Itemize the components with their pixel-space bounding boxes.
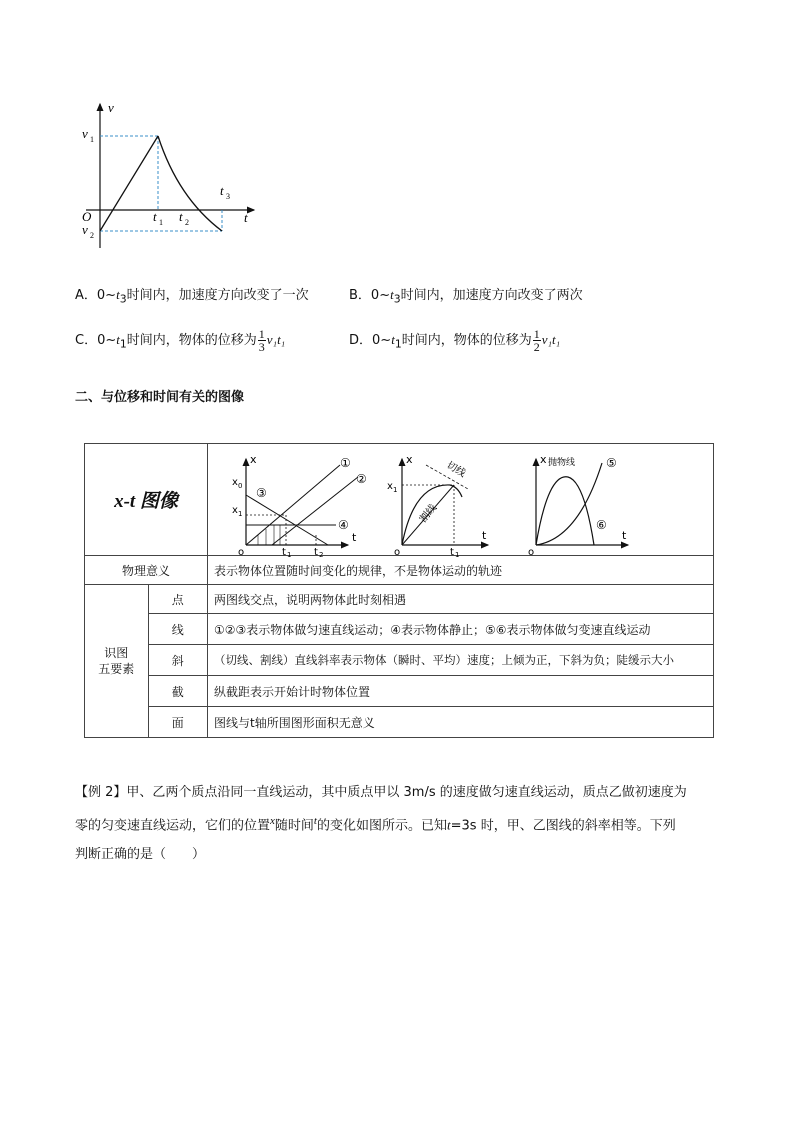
fig1-t1-sub: 1: [287, 550, 292, 559]
fig2-t1-sub: 1: [455, 550, 460, 559]
v-axis-label: v: [108, 100, 114, 115]
v1-label: v: [82, 126, 88, 141]
xt-figure-lines: [228, 452, 368, 559]
fig1-circle-4: ④: [338, 517, 349, 532]
velocity-curve-fall: [158, 136, 222, 231]
fig2-secant-label: 割线: [417, 502, 440, 525]
fig2-x1: x: [387, 480, 393, 492]
row-text-point: 两图线交点，说明两物体此时刻相遇: [208, 585, 714, 614]
fig1-x0: x: [232, 476, 238, 488]
fig3-t-label: t: [622, 528, 627, 542]
example-line-2: 零的匀变速直线运动，它们的位置$^x$随时间$^t$的变化如图所示。已知t=3s 时，甲、乙图线的斜率相等。下列: [75, 815, 676, 834]
fig1-circle-2: ②: [356, 471, 367, 486]
fig1-t1: t: [282, 546, 286, 558]
fig1-t2: t: [314, 546, 318, 558]
row-key-line: 线: [148, 614, 207, 645]
fig1-t-label: t: [352, 530, 357, 544]
line-2: [272, 477, 358, 545]
option-a[interactable]: A．$0\sim t_3$时间内，加速度方向改变了一次: [75, 287, 309, 306]
xt-figure-parabola: [518, 452, 638, 558]
row-text-area: 图线与t轴所围图形面积无意义: [208, 707, 714, 738]
line-1: [246, 465, 340, 545]
t1-label: t: [153, 209, 157, 224]
fig2-origin: o: [394, 546, 401, 558]
xt-summary-table: [84, 443, 714, 738]
fig3-parabola-label: 抛物线: [548, 457, 576, 468]
t2-sub: 2: [185, 218, 189, 227]
row-text-line: ①②③表示物体做匀速直线运动；④表示物体静止；⑤⑥表示物体做匀变速直线运动: [208, 614, 714, 645]
figures-cell: [208, 444, 714, 559]
row-key-area: 面: [148, 707, 207, 738]
option-b[interactable]: B．$0\sim t_3$时间内，加速度方向改变了两次: [349, 287, 583, 306]
row-text-slope: （切线、割线）直线斜率表示物体（瞬时、平均）速度；上倾为正，下斜为负；陡缓示大小: [208, 645, 714, 676]
v1-sub: 1: [90, 135, 94, 144]
example-2: [75, 778, 725, 869]
origin-label: O: [82, 209, 92, 224]
fig2-t1: t: [450, 546, 454, 558]
t3-label: t: [220, 183, 224, 198]
fig1-t2-sub: 2: [319, 550, 324, 559]
fig1-x-label: x: [250, 452, 257, 466]
example-line-3: 判断正确的是（ ）: [75, 847, 206, 863]
meaning-text: 表示物体位置随时间变化的规律，不是物体运动的轨迹: [208, 556, 714, 585]
v2-label: v: [82, 222, 88, 237]
option-c[interactable]: C．$0\sim t_1$时间内，物体的位移为 $\frac{1}{3}$ v₁t₁: [75, 327, 286, 354]
vt-graph: [78, 98, 268, 248]
row-text-intercept: 纵截距表示开始计时物体位置: [208, 676, 714, 707]
table-header: x-t 图像: [85, 444, 208, 556]
fig3-origin: o: [528, 546, 535, 558]
option-d[interactable]: D．$0\sim t_1$时间内，物体的位移为 $\frac{1}{2}$ v₁t₁: [349, 327, 561, 354]
fig1-x1: x: [232, 504, 238, 516]
t2-label: t: [179, 209, 183, 224]
v2-sub: 2: [90, 231, 94, 240]
fig1-origin: o: [238, 546, 245, 558]
row-key-slope: 斜: [148, 645, 207, 676]
t1-sub: 1: [159, 218, 163, 227]
fig1-x0-sub: 0: [238, 481, 243, 490]
row-key-point: 点: [148, 585, 207, 614]
velocity-line-rise: [100, 136, 158, 231]
fraction-one-third: $\frac{1}{3}$: [258, 327, 265, 354]
fig1-circle-3: ③: [256, 485, 267, 500]
fig2-x1-sub: 1: [393, 485, 398, 494]
fig3-x-label: x: [540, 452, 547, 466]
xt-figure-tangent: [384, 452, 494, 559]
fig2-tangent-label: 切线: [444, 459, 468, 480]
t-axis-label: t: [244, 210, 248, 225]
example-line-1: 【例 2】甲、乙两个质点沿同一直线运动，其中质点甲以 3m/s 的速度做匀速直线运动，质点乙做初速度为: [75, 785, 687, 800]
fig3-circle-5: ⑤: [606, 455, 617, 470]
row-key-intercept: 截: [148, 676, 207, 707]
fig2-x-label: x: [406, 452, 413, 466]
fig3-circle-6: ⑥: [596, 517, 607, 532]
fig1-circle-1: ①: [340, 455, 351, 470]
fraction-one-half: $\frac{1}{2}$: [533, 327, 540, 354]
fig1-x1-sub: 1: [238, 509, 243, 518]
t3-sub: 3: [226, 192, 230, 201]
meaning-label: 物理意义: [85, 556, 208, 585]
section-title: 二、与位移和时间有关的图像: [75, 390, 245, 405]
five-elements-label: 识图 五要素: [85, 585, 149, 738]
fig2-t-label: t: [482, 528, 487, 542]
parabola-6: [536, 476, 594, 544]
